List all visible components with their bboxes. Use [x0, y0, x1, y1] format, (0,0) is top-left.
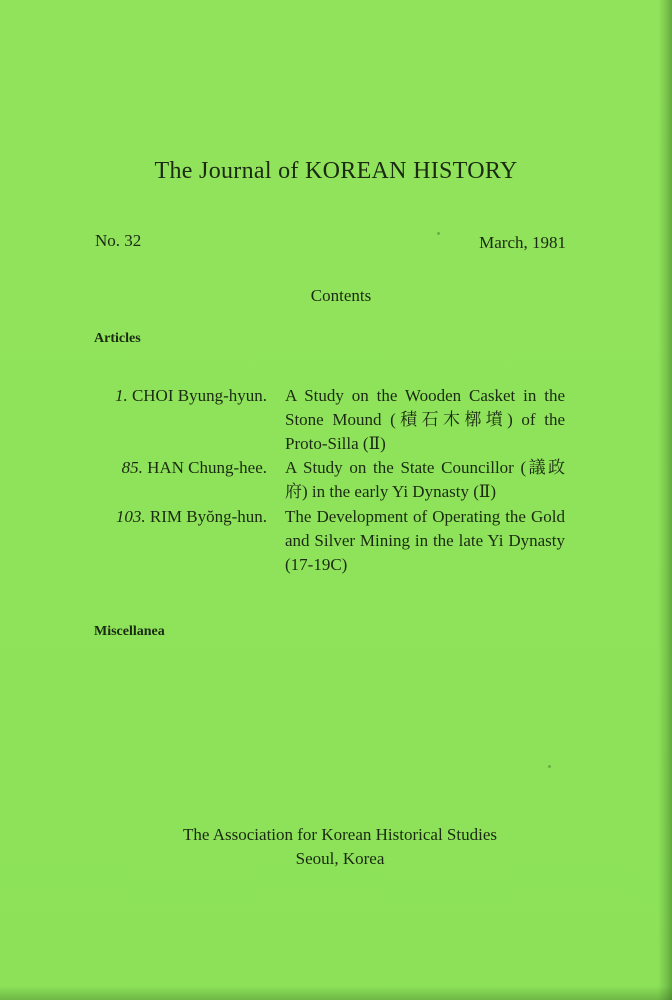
article-author	[115, 384, 267, 408]
article-author-name: CHOI Byung-hyun.	[127, 386, 267, 405]
journal-title: The Journal of KOREAN HISTORY	[154, 158, 518, 184]
article-page-number: 1.	[114, 386, 128, 405]
publisher-name: The Association for Korean Historical Studies	[183, 825, 497, 844]
article-title: A Study on the State Councillor (議政府) in the early Yi Dynasty (Ⅱ)	[285, 458, 565, 501]
publisher-block	[0, 823, 672, 871]
paper-speck	[548, 765, 551, 768]
article-author-name: HAN Chung-hee.	[142, 458, 267, 477]
contents-heading: Contents	[310, 286, 372, 305]
article-page-number: 85.	[121, 458, 143, 477]
article-author-name: RIM Byŏng-hun.	[145, 507, 267, 526]
article-title: The Development of Operating the Gold and Silver Mining in the late Yi Dynasty (17-19C)	[285, 507, 565, 574]
page-edge-shadow	[658, 0, 672, 1000]
article-page-number: 103.	[115, 507, 146, 526]
article-title: A Study on the Wooden Casket in the Stone Mound (積石木槨墳) of the Proto-Silla (Ⅱ)	[285, 386, 565, 453]
miscellanea-heading: Miscellanea	[94, 624, 165, 639]
articles-heading: Articles	[94, 331, 141, 346]
page-edge-shadow	[0, 986, 672, 1000]
article-author	[116, 505, 267, 529]
publisher-location: Seoul, Korea	[295, 849, 385, 868]
article-author	[122, 456, 267, 480]
issue-number: No. 32	[95, 231, 142, 250]
issue-date: March, 1981	[479, 233, 566, 252]
paper-speck	[437, 232, 440, 235]
